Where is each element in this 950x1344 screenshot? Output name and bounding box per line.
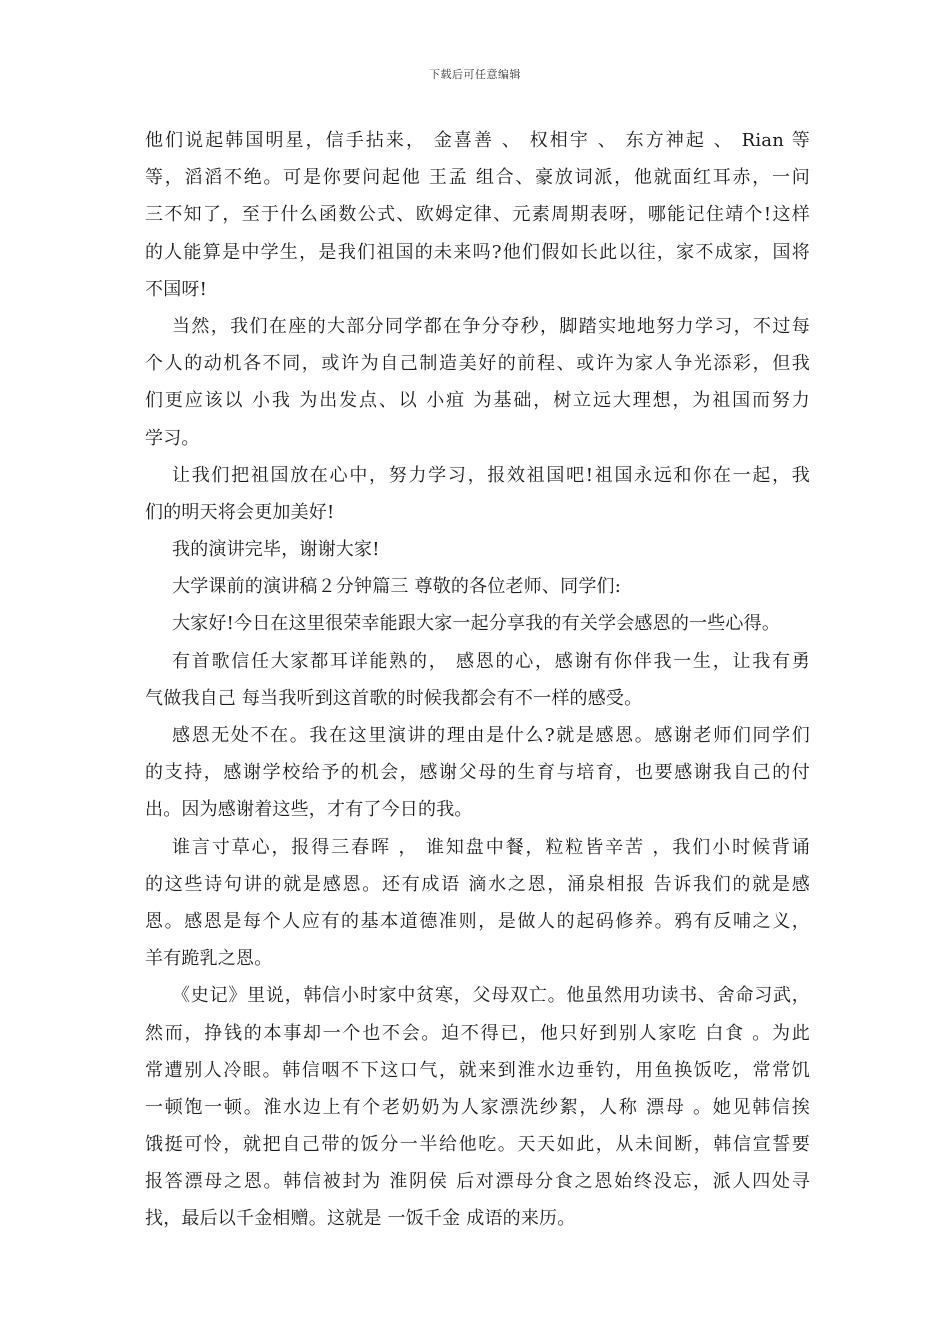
text-line: 一顿饱一顿。淮水边上有个老奶奶为人家漂洗纱絮，人称 漂母 。她见韩信挨 (145, 1096, 810, 1118)
text-line: 常遭别人冷眼。韩信咽不下这口气，就来到淮水边垂钓，用鱼换饭吃，常常饥 (145, 1059, 810, 1081)
text-line: 让我们把祖国放在心中，努力学习，报效祖国吧!祖国永远和你在一起，我 (172, 464, 810, 486)
document-body (145, 122, 810, 1238)
text-line: 我的演讲完毕，谢谢大家! (172, 539, 380, 561)
text-line: 个人的动机各不同，或许为自己制造美好的前程、或许为家人争光添彩，但我 (145, 353, 810, 375)
text-line: 们更应该以 小我 为出发点、以 小疽 为基础，树立远大理想，为祖国而努力 (145, 390, 810, 412)
text-line: 找，最后以千金相赠。这就是 一饭千金 成语的来历。 (145, 1208, 576, 1230)
text-line: 有首歌信任大家都耳详能熟的， 感恩的心，感谢有你伴我一生，让我有勇 (172, 650, 810, 672)
page-header: 下载后可任意编辑 (429, 68, 521, 81)
text-line: 的支持，感谢学校给予的机会，感谢父母的生育与培育，也要感谢我自己的付 (145, 762, 810, 784)
text-line: 的人能算是中学生，是我们祖国的未来吗?他们假如长此以往，家不成家，国将 (145, 241, 810, 263)
text-line: 大家好!今日在这里很荣幸能跟大家一起分享我的有关学会感恩的一些心得。 (172, 613, 781, 635)
text-line: 的这些诗句讲的就是感恩。还有成语 滴水之恩，涌泉相报 告诉我们的就是感 (145, 873, 810, 895)
text-line: 等，滔滔不绝。可是你要问起他 王孟 组合、豪放词派，他就面红耳赤，一问 (145, 167, 810, 189)
text-line: 感恩无处不在。我在这里演讲的理由是什么?就是感恩。感谢老师们同学们 (172, 725, 810, 746)
text-line: 恩。感恩是每个人应有的基本道德准则，是做人的起码修养。鸦有反哺之义， (145, 910, 810, 932)
text-line: 《史记》里说，韩信小时家中贫寒，父母双亡。他虽然用功读书、舍命习武， (172, 985, 810, 1007)
text-line: 学习。 (145, 427, 200, 449)
text-line: 他们说起韩国明星，信手拈来， 金喜善 、 权相宇 、 东方神起 、 Rian 等 (145, 130, 810, 151)
text-line: 羊有跪乳之恩。 (145, 948, 273, 970)
text-line: 当然，我们在座的大部分同学都在争分夺秒，脚踏实地地努力学习，不过每 (172, 315, 810, 337)
text-line: 大学课前的演讲稿２分钟篇三 尊敬的各位老师、同学们: (172, 576, 621, 598)
text-line: 然而，挣钱的本事却一个也不会。迫不得已，他只好到别人家吃 白食 。为此 (145, 1022, 810, 1044)
text-line: 们的明天将会更加美好! (145, 501, 335, 523)
text-line: 气做我自己 每当我听到这首歌的时候我都会有不一样的感受。 (145, 687, 643, 709)
text-line: 出。因为感谢着这些，才有了今日的我。 (145, 799, 473, 821)
text-line: 报答漂母之恩。韩信被封为 淮阴侯 后对漂母分食之恩始终没忘，派人四处寻 (145, 1171, 810, 1193)
text-line: 谁言寸草心，报得三春晖 ， 谁知盘中餐，粒粒皆辛苦 ，我们小时候背诵 (172, 836, 810, 858)
text-line: 三不知了，至于什么函数公式、欧姆定律、元素周期表呀，哪能记住靖个!这样 (145, 204, 810, 226)
text-line: 不国呀! (145, 278, 208, 300)
text-line: 饿挺可怜，就把自己带的饭分一半给他吃。天天如此，从未间断，韩信宣誓要 (145, 1134, 810, 1156)
